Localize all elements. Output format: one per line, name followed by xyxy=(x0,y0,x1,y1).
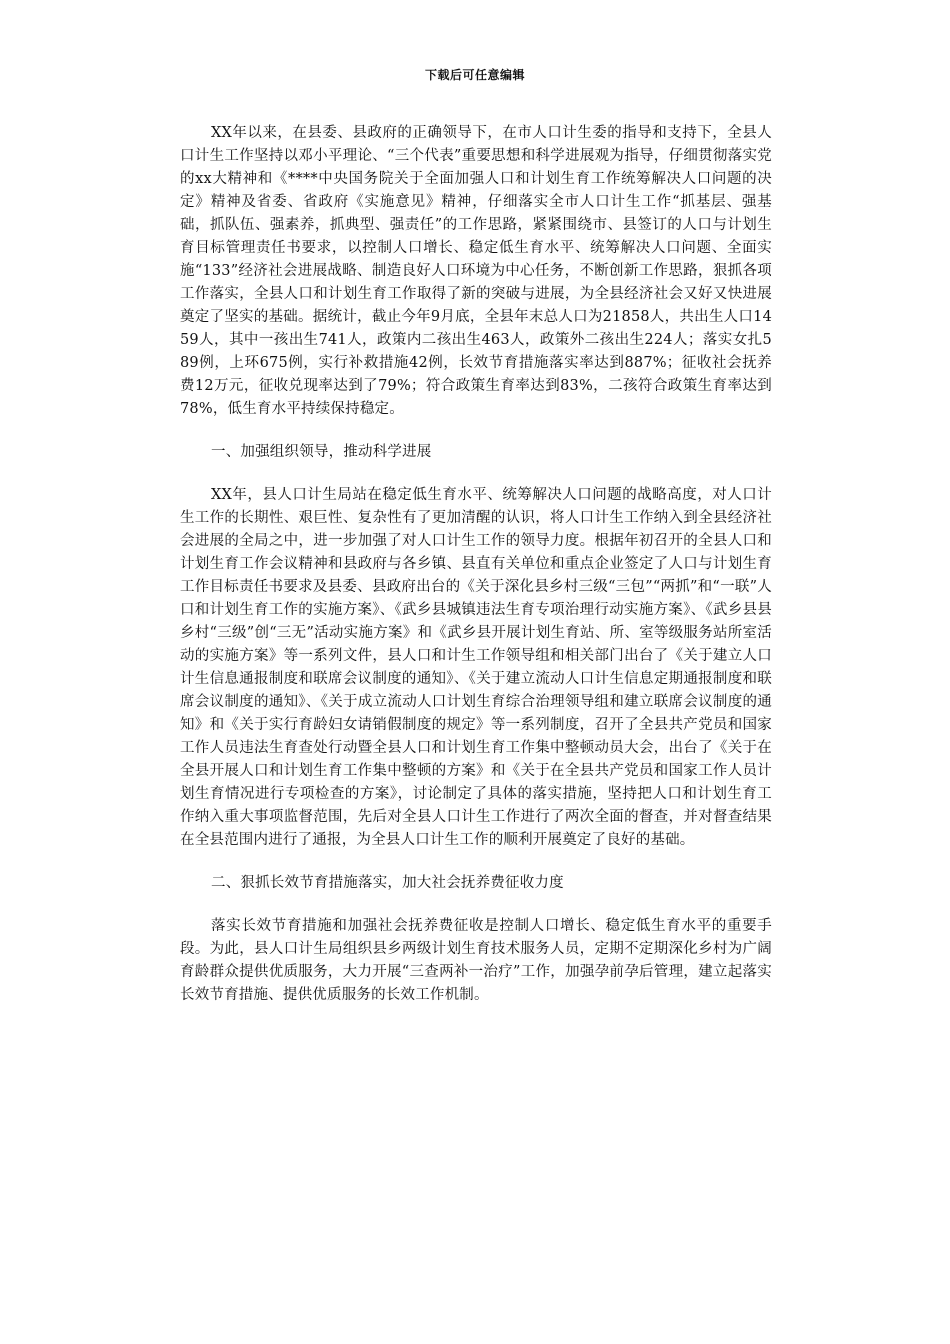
paragraph-spacer xyxy=(180,895,772,915)
section-2-paragraph: 落实长效节育措施和加强社会抚养费征收是控制人口增长、稳定低生育水平的重要手段。为此，县人口计生局组织县乡两级计划生育技术服务人员，定期不定期深化乡村为广阔育龄群众提供优质服务，大力开展“三查两补一治疗”工作，加强孕前孕后管理，建立起落实长效节育措施、提供优质服务的长效工作机制。 xyxy=(180,918,772,1003)
paragraph-spacer xyxy=(180,421,772,441)
paragraph-spacer xyxy=(180,464,772,484)
intro-paragraph: XX年以来，在县委、县政府的正确领导下，在市人口计生委的指导和支持下，全县人口计生工作坚持以邓小平理论、“三个代表”重要思想和科学进展观为指导，仔细贯彻落实党的xx大精神和《****中央国务院关于全面加强人口和计划生育工作统筹解决人口问题的决定》精神及省委、省政府《实施意见》精神，仔细落实全市人口计生工作“抓基层、强基础，抓队伍、强素养，抓典型、强责任”的工作思路，紧紧围绕市、县签订的人口与计划生育目标管理责任书要求，以控制人口增长、稳定低生育水平、统筹解决人口问题、全面实施“133”经济社会进展战略、制造良好人口环境为中心任务，不断创新工作思路，狠抓各项工作落实，全县人口和计划生育工作取得了新的突破与进展，为全县经济社会又好又快进展奠定了坚实的基础。据统计，截止今年9月底，全县年末总人口为21858人，共出生人口1459人，其中一孩出生741人，政策内二孩出生463人，政策外二孩出生224人；落实女扎589例，上环675例，实行补救措施42例，长效节育措施落实率达到887%；征收社会抚养费12万元，征收兑现率达到了79%；符合政策生育率达到83%，二孩符合政策生育率达到78%，低生育水平持续保持稳定。 xyxy=(180,125,772,417)
section-1-paragraph: XX年，县人口计生局站在稳定低生育水平、统筹解决人口问题的战略高度，对人口计生工作的长期性、艰巨性、复杂性有了更加清醒的认识，将人口计生工作纳入到全县经济社会进展的全局之中，进一步加强了对人口计生工作的领导力度。根据年初召开的全县人口和计划生育工作会议精神和县政府与各乡镇、县直有关单位和重点企业签定了人口与计划生育工作目标责任书要求及县委、县政府出台的《关于深化县乡村三级“三包”“两抓”和“一联”人口和计划生育工作的实施方案》、《武乡县城镇违法生育专项治理行动实施方案》、《武乡县县乡村“三级”创“三无”活动实施方案》和《武乡县开展计划生育站、所、室等级服务站所室活动的实施方案》等一系列文件，县人口和计生工作领导组和相关部门出台了《关于建立人口计生信息通报制度和联席会议制度的通知》、《关于建立流动人口计生信息定期通报制度和联席会议制度的通知》、《关于成立流动人口计划生育综合治理领导组和建立联席会议制度的通知》和《关于实行育龄妇女请销假制度的规定》等一系列制度，召开了全县共产党员和国家工作人员违法生育查处行动暨全县人口和计划生育工作集中整顿动员大会，出台了《关于在全县开展人口和计划生育工作集中整顿的方案》和《关于在全县共产党员和国家工作人员计划生育情况进行专项检查的方案》，讨论制定了具体的落实措施，坚持把人口和计划生育工作纳入重大事项监督范围，先后对全县人口计生工作进行了两次全面的督查，并对督查结果在全县范围内进行了通报，为全县人口计生工作的顺利开展奠定了良好的基础。 xyxy=(180,487,772,848)
section-1-heading: 一、加强组织领导，推动科学进展 xyxy=(211,444,432,460)
document-body xyxy=(180,122,772,1007)
paragraph-spacer xyxy=(180,852,772,872)
page-header-title: 下载后可任意编辑 xyxy=(424,68,525,82)
section-2-heading: 二、狠抓长效节育措施落实，加大社会抚养费征收力度 xyxy=(211,875,564,891)
